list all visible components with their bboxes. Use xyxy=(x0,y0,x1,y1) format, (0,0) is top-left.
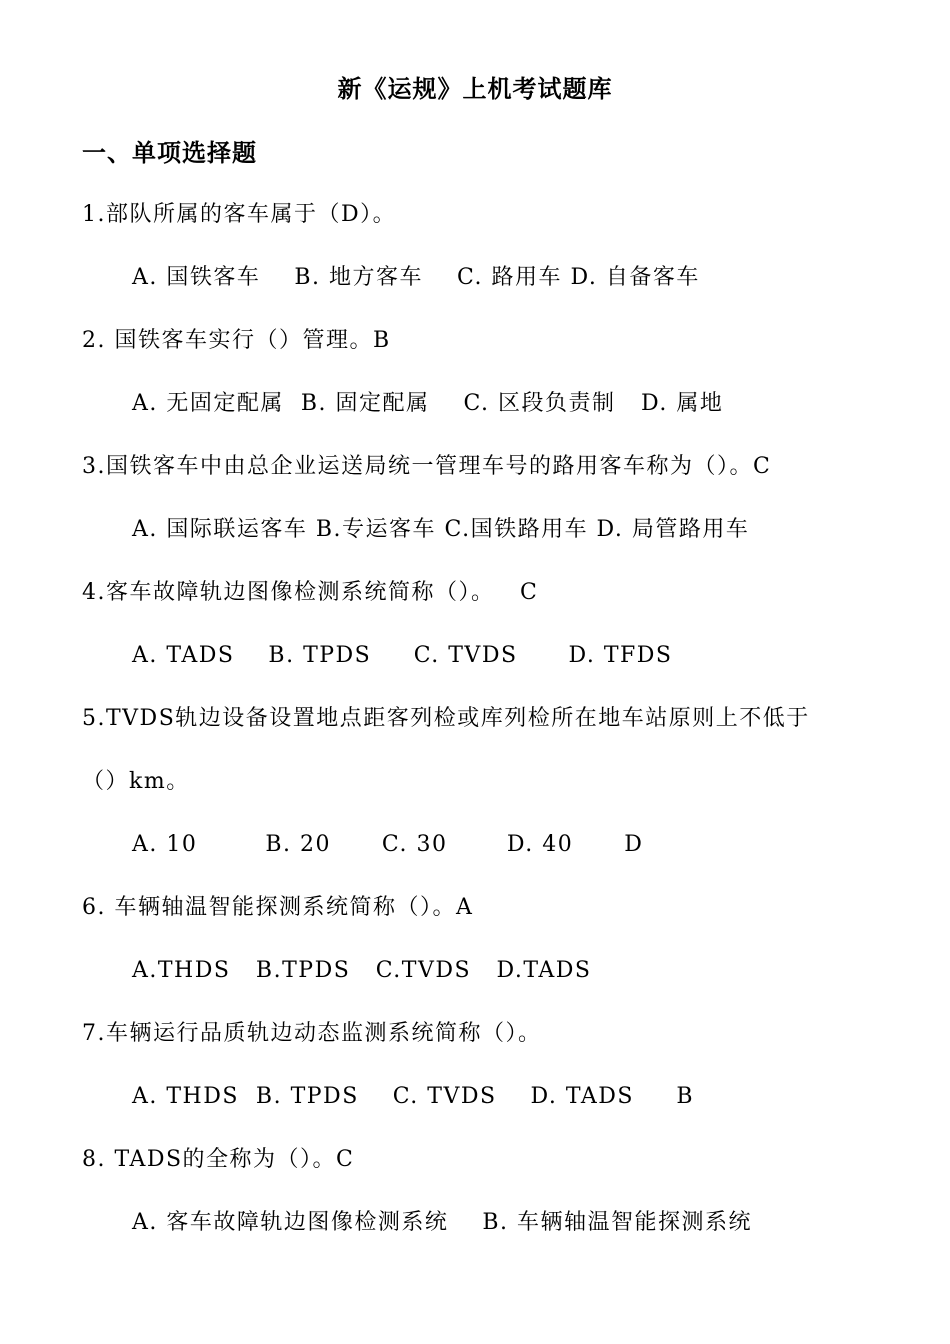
question-2-options: A. 无固定配属 B. 固定配属 C. 区段负责制 D. 属地 xyxy=(132,391,724,416)
question-5-options: A. 10 B. 20 C. 30 D. 40 D xyxy=(132,832,644,857)
question-8: 8. TADS的全称为（）。C xyxy=(82,1147,355,1172)
question-4-options: A. TADS B. TPDS C. TVDS D. TFDS xyxy=(132,643,673,668)
question-7-options: A. THDS B. TPDS C. TVDS D. TADS B xyxy=(132,1084,695,1109)
question-6: 6. 车辆轴温智能探测系统简称（）。A xyxy=(82,895,474,920)
question-1: 1.部队所属的客车属于（D）。 xyxy=(82,202,397,227)
question-5-continued: （）km。 xyxy=(82,769,190,794)
question-1-options: A. 国铁客车 B. 地方客车 C. 路用车 D. 自备客车 xyxy=(132,265,700,290)
question-4: 4.客车故障轨边图像检测系统简称（）。 C xyxy=(82,580,539,605)
question-5: 5.TVDS轨边设备设置地点距客列检或库列检所在地车站原则上不低于 xyxy=(82,706,810,731)
question-2: 2. 国铁客车实行（）管理。B xyxy=(82,328,391,353)
question-3: 3.国铁客车中由总企业运送局统一管理车号的路用客车称为（）。C xyxy=(82,454,772,479)
question-6-options: A.THDS B.TPDS C.TVDS D.TADS xyxy=(132,958,592,983)
page-title: 新《运规》上机考试题库 xyxy=(337,74,613,103)
section-heading: 一、单项选择题 xyxy=(82,138,257,167)
question-3-options: A. 国际联运客车 B.专运客车 C.国铁路用车 D. 局管路用车 xyxy=(132,517,750,542)
question-7: 7.车辆运行品质轨边动态监测系统简称（）。 xyxy=(82,1021,542,1046)
question-8-options: A. 客车故障轨边图像检测系统 B. 车辆轴温智能探测系统 xyxy=(132,1210,753,1235)
